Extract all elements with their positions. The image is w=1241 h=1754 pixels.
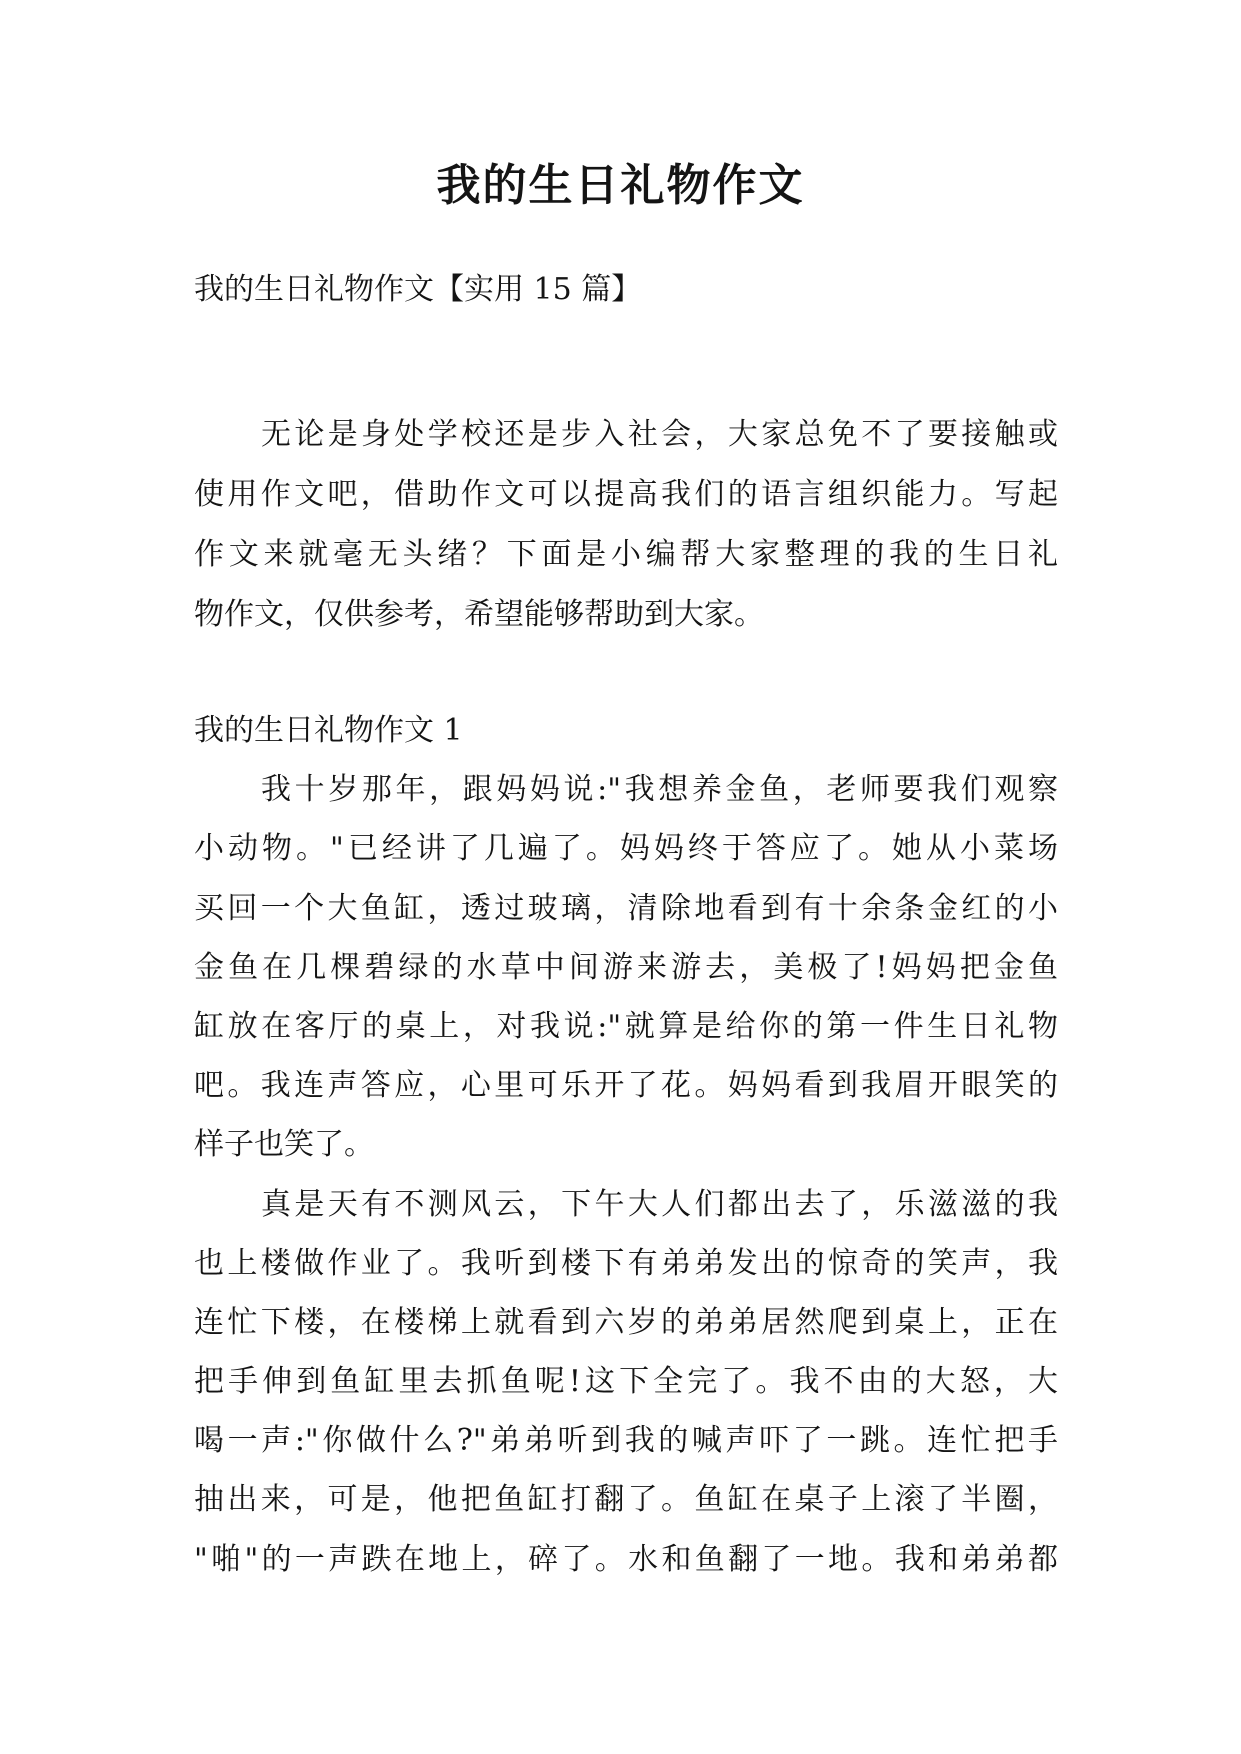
paragraph-line: 吧。我连声答应，心里可乐开了花。妈妈看到我眉开眼笑的 <box>194 1068 1058 1104</box>
paragraph-line: 买回一个大鱼缸，透过玻璃，清除地看到有十余条金红的小 <box>194 890 1058 926</box>
essay-paragraph <box>194 1175 1058 1589</box>
paragraph-line: 连忙下楼，在楼梯上就看到六岁的弟弟居然爬到桌上，正在 <box>194 1304 1058 1340</box>
section-heading: 我的生日礼物作文 1 <box>194 713 463 748</box>
paragraph-line: 抽出来，可是，他把鱼缸打翻了。鱼缸在桌子上滚了半圈， <box>194 1482 1058 1518</box>
document-title: 我的生日礼物作文 <box>436 160 805 211</box>
paragraph-line: 无论是身处学校还是步入社会，大家总免不了要接触或 <box>261 417 1058 452</box>
intro-paragraph <box>194 405 1058 645</box>
paragraph-line: 物作文，仅供参考，希望能够帮助到大家。 <box>194 597 764 632</box>
paragraph-line: 喝一声:"你做什么?"弟弟听到我的喊声吓了一跳。连忙把手 <box>194 1423 1058 1459</box>
paragraph-line: 缸放在客厅的桌上，对我说:"就算是给你的第一件生日礼物 <box>194 1008 1058 1044</box>
paragraph-line: 样子也笑了。 <box>194 1127 374 1163</box>
paragraph-line: 使用作文吧，借助作文可以提高我们的语言组织能力。写起 <box>194 477 1058 512</box>
paragraph-line: 我十岁那年，跟妈妈说:"我想养金鱼，老师要我们观察 <box>261 772 1058 808</box>
paragraph-line: 把手伸到鱼缸里去抓鱼呢!这下全完了。我不由的大怒，大 <box>194 1364 1058 1400</box>
essay-paragraph <box>194 760 1058 1174</box>
paragraph-line: 小动物。"已经讲了几遍了。妈妈终于答应了。她从小菜场 <box>194 831 1058 867</box>
essay-section <box>194 701 1058 1589</box>
paragraph-line: 真是天有不测风云，下午大人们都出去了，乐滋滋的我 <box>261 1186 1058 1222</box>
document-subtitle: 我的生日礼物作文【实用 15 篇】 <box>194 272 642 307</box>
paragraph-line: 作文来就毫无头绪？下面是小编帮大家整理的我的生日礼 <box>194 537 1058 572</box>
paragraph-line: 也上楼做作业了。我听到楼下有弟弟发出的惊奇的笑声，我 <box>194 1245 1058 1281</box>
document-subtitle-block <box>194 260 1058 320</box>
paragraph-line: "啪"的一声跌在地上，碎了。水和鱼翻了一地。我和弟弟都 <box>194 1541 1058 1577</box>
paragraph-line: 金鱼在几棵碧绿的水草中间游来游去，美极了!妈妈把金鱼 <box>194 949 1058 985</box>
